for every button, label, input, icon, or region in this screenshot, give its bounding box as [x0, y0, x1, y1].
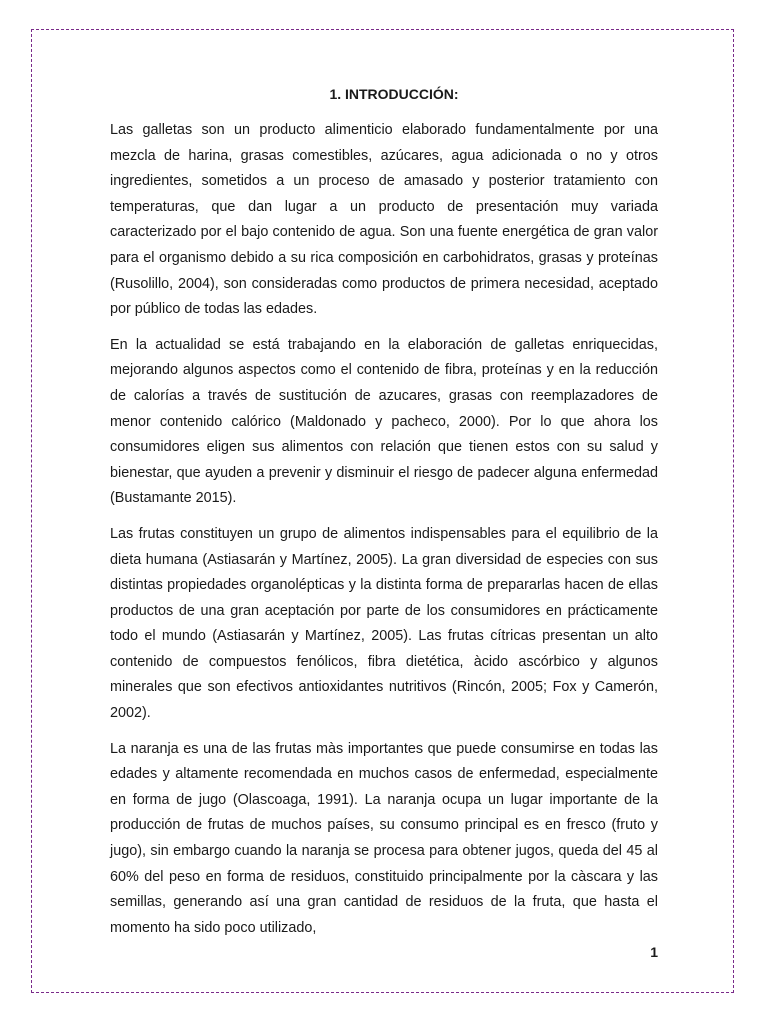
paragraph-3: Las frutas constituyen un grupo de alimentos indispensables para el equilibrio de la dieta humana (Astiasarán y Martínez, 2005). La gran diversidad de especies con sus distintas propiedades organolépticas y la distinta forma de prepararlas hacen de ellas productos de una gran aceptación por parte de los consumidores en prácticamente todo el mundo (Astiasarán y Martínez, 2005). Las frutas cítricas presentan un alto contenido de compuestos fenólicos, fibra dietética, àcido ascórbico y algunos minerales que son efectivos antioxidantes nutritivos (Rincón, 2005; Fox y Camerón, 2002).: [110, 525, 658, 722]
document-body: [110, 82, 658, 951]
paragraph-4: La naranja es una de las frutas màs importantes que puede consumirse en todas las edades y altamente recomendada en muchos casos de enfermedad, especialmente en forma de jugo (Olascoaga, 1991). La naranja ocupa un lugar importante de la producción de frutas de muchos países, su consumo principal es en fresco (fruto y jugo), sin embargo cuando la naranja se procesa para obtener jugos, queda del 45 al 60% del peso en forma de residuos, constituido principalmente por la càscara y las semillas, generando así una gran cantidad de residuos de la fruta, que hasta el momento ha sido poco utilizado,: [110, 740, 658, 936]
section-heading: 1. INTRODUCCIÓN:: [329, 86, 459, 102]
paragraph-1: Las galletas son un producto alimenticio elaborado fundamentalmente por una mezcla de harina, grasas comestibles, azúcares, agua adicionada o no y otros ingredientes, sometidos a un proceso de amasado y posterior tratamiento con temperaturas, que dan lugar a un producto de presentación muy variada caracterizado por el bajo contenido de agua. Son una fuente energética de gran valor para el organismo debido a su rica composición en carbohidratos, grasas y proteínas (Rusolillo, 2004), son consideradas como productos de primera necesidad, aceptado por público de todas las edades.: [110, 122, 658, 318]
page-number: 1: [650, 944, 658, 960]
paragraph-2: En la actualidad se está trabajando en la elaboración de galletas enriquecidas, mejorando algunos aspectos como el contenido de fibra, proteínas y en la reducción de calorías a través de sustitución de azucares, grasas con reemplazadores de menor contenido calórico (Maldonado y pacheco, 2000). Por lo que ahora los consumidores eligen sus alimentos con relación que tienen estos con su salud y bienestar, que ayuden a prevenir y disminuir el riesgo de padecer alguna enfermedad (Bustamante 2015).: [110, 336, 658, 507]
